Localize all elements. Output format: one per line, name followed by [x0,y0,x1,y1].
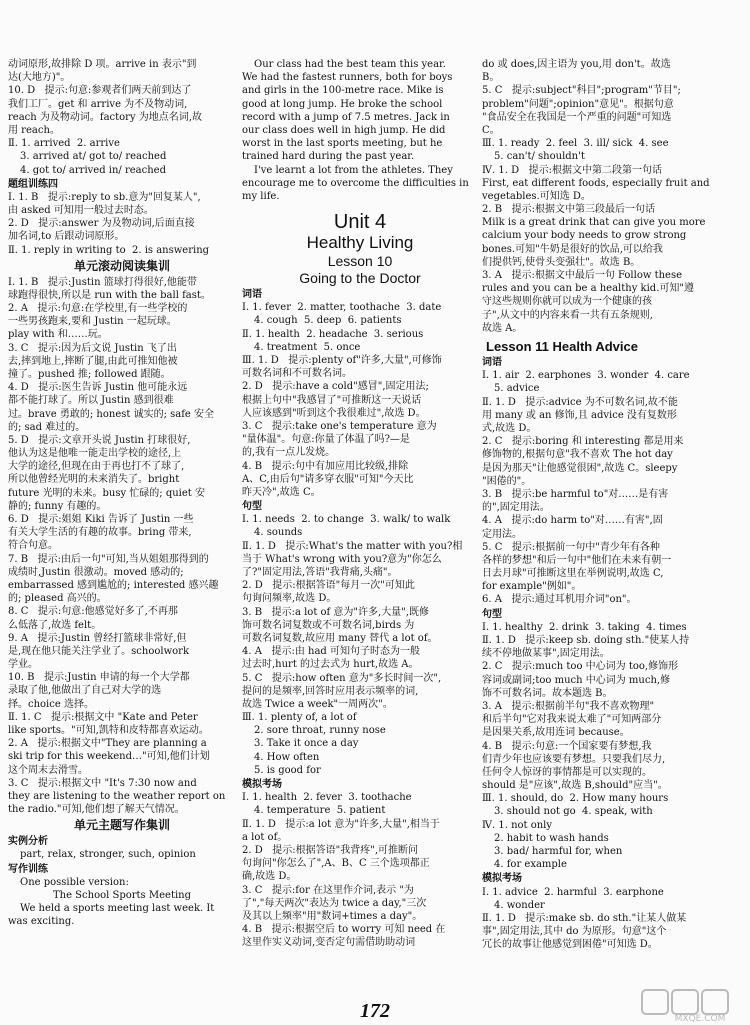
answer-line: 2. habit to wash hands [494,832,609,844]
answer-line: 2. D 提示:have a cold"感冒",固定用法; [242,381,429,393]
answer-line: Our class had the best team this year. [254,59,446,70]
answer-line: 3. C 提示:for 在这里作介词,表示 "为 [242,884,414,896]
answer-line: 4. How often [254,751,320,763]
answer-line: 3. bad/ harmful for, when [494,846,623,858]
answer-line: 成绩时,Justin 很激动。moved 感动的; [8,566,184,578]
answer-line: 5. C 提示:how often 意为"多长时间一次", [242,672,442,684]
answer-line: 2. D 提示:根据答语"我背疼",可推断问 [242,844,419,856]
answer-line: vegetables.可知选 D。 [482,190,591,202]
lesson-title: Lesson 11 Health Advice [486,338,638,354]
answer-line: 可数名词复数,故应用 many 替代 a lot of。 [242,632,438,644]
subsection-label: 模拟考场 [242,779,282,790]
answer-line: Ⅱ. 1. C 提示:根据文中 "Kate and Peter [8,711,198,723]
answer-line: 都不能打球了。所以 Justin 感到很难 [8,395,174,407]
answer-line: 静的; funny 有趣的。 [8,500,107,512]
answer-line: Ⅱ. 1. arrived 2. arrive [8,138,120,150]
answer-line: embarrassed 感到尴尬的; interested 感兴趣 [8,579,219,591]
answer-line: 由 asked 可知用一般过去时态。 [8,205,154,217]
answer-line: they are listening to the weather report on [8,790,226,802]
subsection-label: 句型 [482,608,502,620]
answer-line: Ⅱ. 1. reply in writing to 2. is answering [8,244,210,256]
answer-line: 们青少年也应该要有梦想。只要我们尽力, [482,753,666,765]
answer-line: 2. C 提示:boring 和 interesting 都是用来 [482,436,684,448]
answer-line: calcium your body needs to grow strong [482,230,687,242]
answer-line: 2. C 提示:much too 中心词为 too,修饰形 [482,661,679,673]
answer-line: 2. B 提示:根据文中第三段最后一句话 [482,204,655,216]
answer-line: 故选 A。 [482,322,523,334]
answer-column-right [482,58,744,952]
answer-line: 择。choice 选择。 [8,698,94,710]
subsection-label: 句型 [242,501,262,513]
answer-line: 有关大学生活的有趣的故事。bring 带来, [8,527,192,539]
answer-column-middle [242,58,478,949]
section-heading: 单元主题写作集训 [73,818,170,833]
answer-line: 的; pleased 高兴的。 [8,593,107,605]
answer-line: 当于 What's wrong with you?意为"你怎么 [242,553,442,565]
answer-line: 和后半句"它对我来说太难了"可知两部分 [482,714,662,726]
answer-line: 去,摔到地上,摔断了腿,由此可推知他被 [8,355,178,367]
answer-line: 所以他曾经光明的未来消失了。bright [8,474,180,486]
answer-line: 3. B 提示:be harmful to"对……是有害 [482,488,669,500]
answer-line: ski trip for this weekend…"可知,他们计划 [8,751,210,763]
answer-line: 3. C 提示:根据文中 "It's 7:30 now and [8,777,197,789]
answer-line: Ⅱ. 1. D 提示:keep sb. doing sth."使某人持 [482,635,690,647]
answer-line: for example"例如"。 [482,581,582,593]
answer-line: Ⅰ. 1. fever 2. matter, toothache 3. date [242,302,442,314]
answer-line: 饰不可数名词。故本题选 B。 [482,687,613,699]
answer-line: 2. D 提示:根据答语"每月一次"可知此 [242,580,415,592]
answer-line: 5. C 提示:subject"科目";program"节目"; [482,85,681,97]
answer-line: encourage me to overcome the difficulties in [242,177,469,189]
answer-line: 球跑得很快,所以是 run with the ball fast。 [8,289,211,301]
answer-line: 7. B 提示:由后一句"可知,当从姐姐那得到的 [8,553,209,565]
answer-line: Ⅲ. 1. D 提示:plenty of"许多,大量",可修饰 [242,355,442,366]
answer-line: 10. D 提示:句意:参观者们两天前到达了 [8,85,192,97]
answer-line: We had the fastest runners, both for boys [242,72,453,84]
section-heading: 单元滚动阅读集训 [73,258,170,273]
answer-line: 是,现在他只能关注学业了。schoolwork [8,645,190,657]
answer-line: 3. C 提示:因为后文说 Justin 飞了出 [8,342,177,354]
answer-line: 式,故选 D。 [482,423,537,435]
answer-line: 昨天冷",故选 C。 [242,486,321,498]
answer-line: 可数名词和不可数名词。 [242,368,352,380]
answer-line: future 光明的未来。busy 忙碌的; quiet 安 [8,487,205,499]
answer-line: 了?"固定用法,答语"我背痛,头痛"。 [242,567,398,578]
answer-line: good at long jump. He broke the school [242,98,443,110]
answer-line: Ⅰ. 1. advice 2. harmful 3. earphone [482,886,664,898]
page-number: 172 [360,1000,390,1022]
answer-line: 句询问频率,故选 D。 [242,593,337,605]
answer-line: 根据上句中"我感冒了"可推断这一天说话 [242,394,422,406]
answer-line: 录取了他,他做出了自己对大学的选 [8,685,162,697]
answer-line: 的",固定用法。 [482,502,550,514]
answer-line: 修饰物的,根据句意"我不喜欢 The hot day [482,449,673,461]
unit-subtitle: Healthy Living [306,233,414,253]
answer-line: 过。brave 勇敢的; honest 诚实的; safe 安全 [8,408,215,420]
answer-line: 的,我有一点儿发烧。 [242,447,336,459]
subsection-label: 写作训练 [8,863,48,875]
answer-line: B。 [482,72,500,84]
answer-line: 4. B 提示:句中有加应用比较级,排除 [242,460,409,472]
answer-line: 5. advice [494,383,540,395]
answer-line: like sports。"可知,凯特和皮特都喜欢运动。 [8,725,209,737]
answer-line: 加名词,to 后跟动词原形。 [8,231,125,243]
answer-line: 么低落了,故选 felt。 [8,619,102,631]
answer-line: Ⅱ. 1. D 提示:advice 为不可数名词,故不能 [482,396,678,408]
answer-line: 4. cough 5. deep 6. patients [254,315,402,327]
answer-line: 8. C 提示:句意:他感觉好多了,不再那 [8,606,178,618]
answer-line: 及其以上频率"用"数词+times a day"。 [242,910,423,922]
answer-line: problem"问题";opinion"意见"。根据句意 [482,98,674,110]
answer-line: 2. sore throat, runny nose [254,725,386,737]
answer-line: 4. wonder [494,899,545,911]
subsection-label: 模拟考场 [482,873,522,885]
answer-line: 10. B 提示:Justin 申请的每一个大学都 [8,672,190,684]
answer-line: 冗长的故事让他感觉到困倦"可知选 D。 [482,939,658,951]
answer-line: 人应该感到"听到这个我很难过",故选 D。 [242,407,426,419]
answer-line: 是因为那天"让他感觉很困",故选 C。sleepy [482,462,678,474]
answer-line: 饰可数名词复数或不可数名词,birds 为 [242,619,415,631]
answer-line: 是因果关系,故用连词 because。 [482,727,630,739]
answer-line: A、C,由后句"请多穿衣服"可知"今天比 [242,473,414,485]
answer-line: the radio."可知,他们想了解天气情况。 [8,804,185,816]
answer-line: 故选 Twice a week"一周两次"。 [242,698,393,710]
answer-line: 3. should not go 4. speak, with [494,806,653,818]
answer-line: First, eat different foods, especially fruit and [482,177,710,189]
answer-line: 6. A 提示:通过耳机用介词"on"。 [482,594,637,606]
answer-line: was exciting. [8,916,75,928]
lesson-title: Going to the Doctor [299,270,421,287]
answer-line: 9. A 提示:Justin 曾经打篮球非常好,但 [8,632,187,644]
answer-line: 5. can't/ shouldn't [494,151,585,163]
answer-line: 4. A 提示:由 had 可知句子时态为一般 [242,646,421,658]
answer-line: 们提供钙,使骨头变强壮"。故选 B。 [482,256,641,268]
answer-line: 这个周末去滑雪。 [8,764,88,776]
answer-line: 5. D 提示:文章开头说 Justin 打球很好, [8,434,191,446]
answer-line: 续不停地做某事",固定用法。 [482,648,610,660]
answer-line: my life. [242,190,280,202]
answer-line: 学业。 [8,659,38,671]
answer-line: and girls in the 100-metre race. Mike is [242,85,444,97]
answer-line: bones.可知"牛奶是很好的饮品,可以给我 [482,243,663,255]
answer-line: 容词或副词;too much 中心词为 much,修 [482,674,671,686]
answer-line: Milk is a great drink that can give you more [482,217,706,229]
answer-line: 的; sad 难过的。 [8,421,86,433]
answer-line: Ⅱ. 1. D 提示:a lot 意为"许多,大量",相当于 [242,818,440,830]
answer-line: 3. arrived at/ got to/ reached [20,151,167,163]
subsection-label: 词语 [242,289,262,301]
answer-line: Ⅰ. 1. health 2. fever 3. toothache [242,792,412,804]
answer-line: Ⅱ. 1. D 提示:What's the matter with you?相 [242,540,463,552]
answer-line: 3. A 提示:根据前半句"我不喜欢物理" [482,700,655,712]
answer-line: 4. A 提示:do harm to"对……有害",固 [482,515,663,527]
answer-line: The School Sports Meeting [52,889,192,901]
answer-line: 4. temperature 5. patient [254,805,386,817]
answer-line: 提问的是频率,回答时应用表示频率的词, [242,685,419,697]
answer-line: "食品安全在我国是一个严重的问题"可知选 [482,111,672,123]
answer-line: C。 [482,124,500,136]
answer-line: 我们工厂。get 和 arrive 为不及物动词, [8,98,188,110]
answer-line: 事",固定用法,其中 do 为原形。句意"这个 [482,926,667,938]
watermark-text: MXQE.COM [674,1014,726,1022]
answer-line: 3. Take it once a day [254,738,359,750]
answer-line: 子",从文中的内容来看一共有五条规则, [482,309,653,321]
answer-line: 达(大地方)"。 [8,72,71,84]
answer-line: 3. A 提示:根据文中最后一句 Follow these [482,270,683,281]
answer-line: 任何令人惊讶的事情都是可以实现的。 [482,766,652,778]
answer-line: 4. for example [494,859,567,871]
answer-line: "量体温"。句意:你量了体温了吗?—是 [242,434,410,446]
answer-line: Ⅱ. 1. health 2. headache 3. serious [242,328,424,340]
answer-line: 3. B 提示:a lot of 意为"许多,大量",既修 [242,606,429,618]
answer-line: 5. C 提示:根据前一句中"青少年有各种 [482,541,660,553]
answer-line: reach 为及物动词。factory 为地点名词,故 [8,111,202,123]
answer-line: 4. got to/ arrived in/ reached [20,164,167,176]
watermark-logo [640,988,744,1022]
answer-line: Ⅰ. 1. needs 2. to change 3. walk/ to walk [242,514,451,526]
answer-line: Ⅰ. 1. B 提示:Justin 篮球打得很好,他能带 [8,276,197,288]
answer-line: record with a jump of 7.5 metres. Jack in [242,111,450,123]
answer-line: 4. D 提示:医生告诉 Justin 他可能永远 [8,382,188,394]
answer-line: worst in the last sports meeting, but he [242,138,443,150]
answer-line: 2. A 提示:根据文中"They are planning a [8,738,207,750]
answer-line: Ⅰ. 1. air 2. earphones 3. wonder 4. care [482,370,690,382]
subsection-label: 题组训练四 [8,178,58,190]
answer-line: Ⅲ. 1. should, do 2. How many hours [482,793,669,805]
answer-line: 5. is good for [254,764,321,776]
answer-line: 4. B 提示:句意:一个国家要有梦想,我 [482,740,652,752]
answer-line: 一些男孩跑来,要和 Justin 一起玩球。 [8,316,177,328]
answer-line: 2. A 提示:句意:在学校里,有一些学校的 [8,303,188,315]
answer-line: 这里作实义动词,变否定句需借助助动词 [242,937,416,949]
answer-line: 4. B 提示:根据空后 to worry 可知 need 在 [242,924,446,936]
subsection-label: 词语 [482,357,502,369]
answer-line: 各样的梦想"和后一句中"他们在未来有朝一 [482,554,672,566]
subsection-label: 实例分析 [8,836,48,848]
answer-line: do 或 does,因主语为 you,用 don't。故选 [482,59,671,70]
answer-line: 2. D 提示:answer 为及物动词,后面直接 [8,218,195,230]
answer-line: part, relax, stronger, such, opinion [20,849,196,861]
answer-line: a lot of。 [242,831,288,843]
answer-line: 符合句意。 [8,540,58,552]
answer-line: Ⅳ. 1. not only [482,819,553,831]
answer-line: should 是"应该",故选 B,should"应当"。 [482,780,668,792]
unit-title: Unit 4 [333,211,387,234]
answer-line: trained hard during the past year. [242,151,415,163]
answer-line: 确,故选 D。 [242,871,297,883]
answer-line: One possible version: [20,876,129,888]
answer-line: 句询问"你怎么了",A、B、C 三个选项都正 [242,858,430,870]
lesson-title: Lesson 10 [327,253,393,270]
answer-line: 6. D 提示:姐姐 Kiki 告诉了 Justin 一些 [8,514,194,526]
answer-line: 用 many 或 an 修饰,且 advice 没有复数形 [482,409,677,421]
answer-line: Ⅱ. 1. D 提示:make sb. do sth."让某人做某 [482,912,687,924]
answer-line: Ⅳ. 1. D 提示:根据文中第二段第一句话 [482,164,662,176]
answer-line: 用 reach。 [8,124,60,136]
answer-line: 动词原形,故排除 D 项。arrive in 表示"到 [8,59,197,70]
answer-line: rules and you can be a healthy kid.可知"遵 [482,283,694,295]
answer-line: "困倦的"。 [482,475,532,487]
answer-line: 了","每天两次"表达为 twice a day,"三次 [242,897,427,909]
answer-line: 定用法。 [482,528,522,540]
answer-line: play with 和……玩。 [8,329,108,341]
answer-line: 过去时,hurt 的过去式为 hurt,故选 A。 [242,659,419,671]
answer-line: 日去月球"可推断这里在举例说明,故选 C, [482,568,664,580]
answer-line: I've learnt a lot from the athletes. They [254,164,453,176]
answer-line: Ⅲ. 1. plenty of, a lot of [242,712,357,724]
answer-line: We held a sports meeting last week. It [20,903,215,915]
answer-line: 大学的途径,但现在由于再也打不了球了, [8,461,185,473]
answer-line: 撞了。pushed 推; followed 跟随。 [8,368,171,380]
answer-line: our class does well in high jump. He did [242,124,446,136]
answer-line: Ⅲ. 1. ready 2. feel 3. ill/ sick 4. see [482,138,669,150]
answer-line: Ⅰ. 1. B 提示:reply to sb.意为"回复某人", [8,191,201,203]
answer-column-left [8,58,236,928]
answer-line: Ⅰ. 1. healthy 2. drink 3. taking 4. times [482,621,687,633]
answer-line: 3. C 提示:take one's temperature 意为 [242,420,437,432]
answer-line: 他认为这是他唯一能走出学校的途径,上 [8,448,182,460]
answer-line: 4. treatment 5. once [254,341,361,353]
answer-line: 守这些规则你就可以成为一个健康的孩 [482,296,652,308]
answer-line: 4. sounds [254,527,303,539]
